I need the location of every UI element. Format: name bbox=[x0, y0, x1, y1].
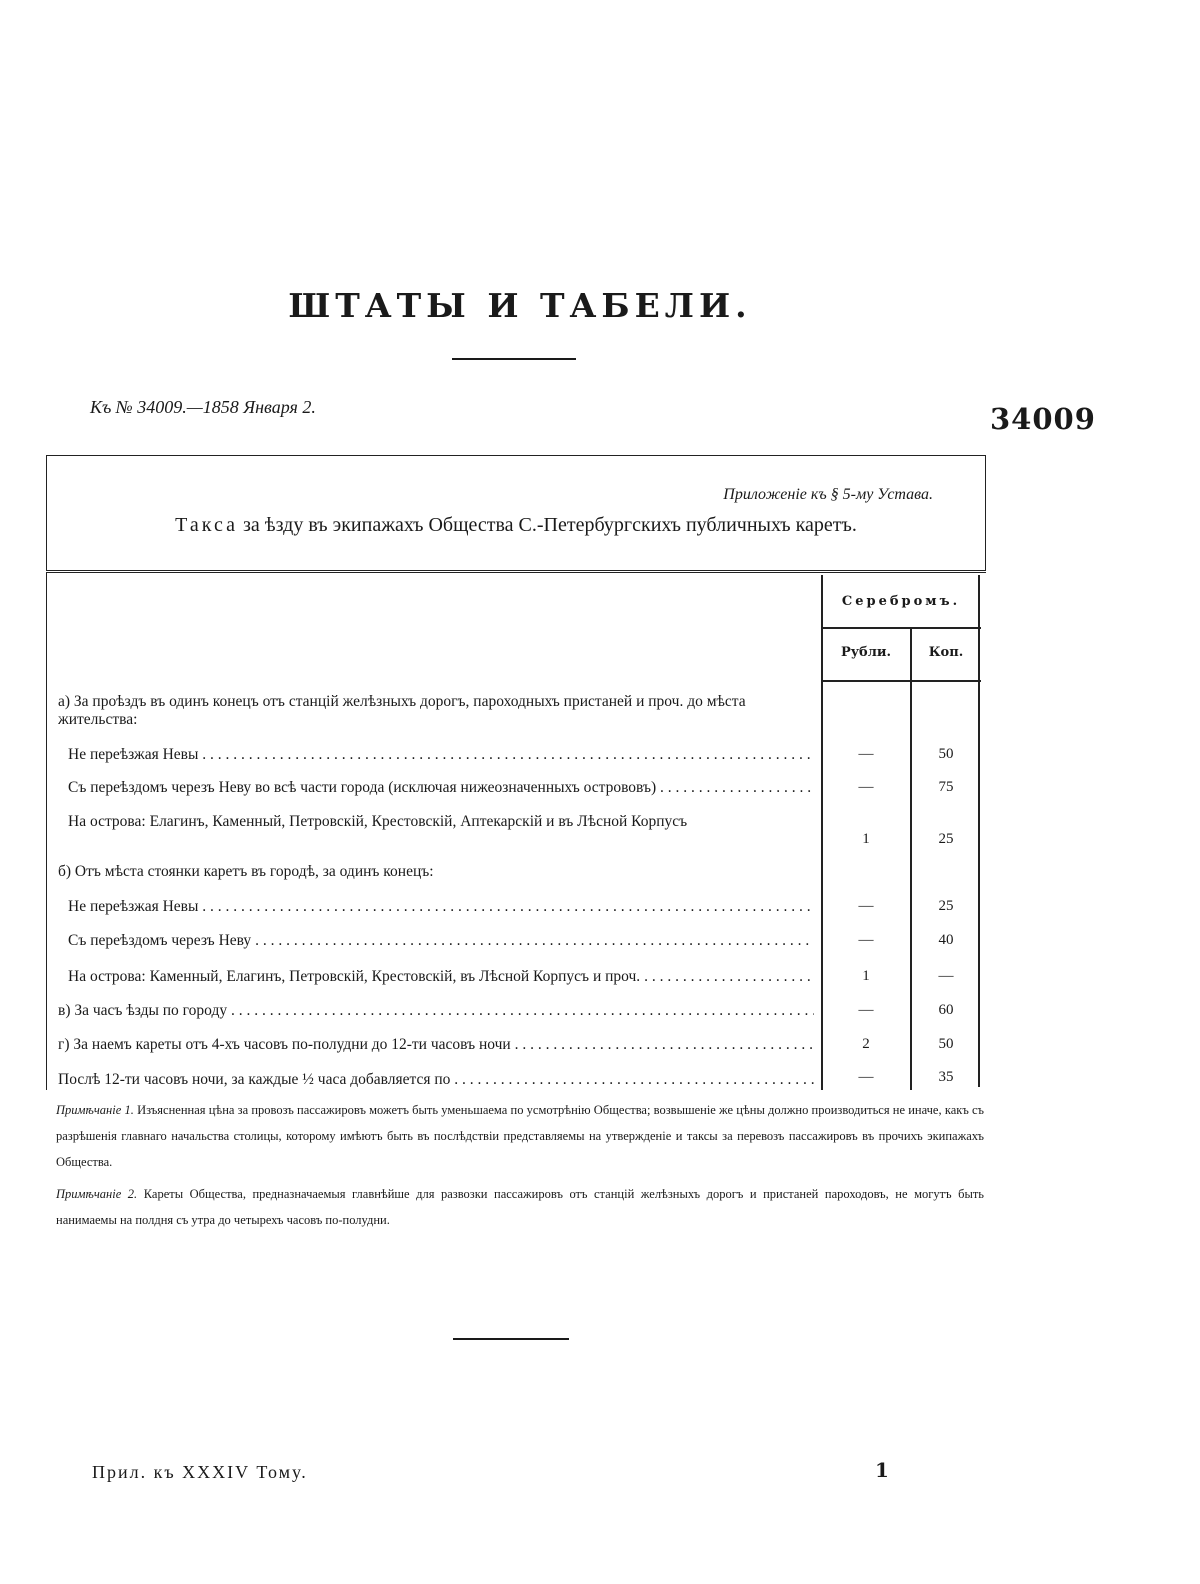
note-2-text: Кареты Общества, предназначаемыя главнѣйше для развозки пассажировъ отъ станцій желѣзныхъ дорогъ и пристаней пароходовъ, не могутъ быть нанимаемы на полдня съ утра до четырехъ часовъ по-полудни. bbox=[56, 1187, 984, 1227]
tariff-title-lead: Такса bbox=[175, 514, 238, 536]
tariff-header-box bbox=[46, 455, 986, 571]
table-row: Съ переѣздомъ черезъ Неву во всѣ части города (исключая нижеозначенныхъ острововъ) . . . bbox=[68, 779, 814, 797]
title-rule bbox=[452, 358, 576, 360]
table-row: На острова: Елагинъ, Каменный, Петровскій, Крестовскій, Аптекарскій и въ Лѣсной Корпусъ bbox=[68, 813, 688, 830]
row-kopecks: 40 bbox=[938, 932, 954, 948]
row-rubles: 1 bbox=[862, 831, 870, 847]
row-kopecks: 25 bbox=[938, 898, 954, 914]
note-1 bbox=[56, 1097, 984, 1175]
row-rubles: — bbox=[858, 779, 874, 795]
row-rubles: — bbox=[858, 898, 874, 914]
tariff-title bbox=[47, 514, 985, 537]
page-title: ШТАТЫ И ТАБЕЛИ. bbox=[288, 286, 752, 325]
row-rubles: 2 bbox=[862, 1036, 870, 1052]
table-row: б) Отъ мѣста стоянки каретъ въ городѣ, за одинъ конецъ: bbox=[58, 863, 434, 880]
column-kopecks: Коп. bbox=[928, 645, 964, 660]
tariff-title-rest: за ѣзду въ экипажахъ Общества С.-Петербургскихъ публичныхъ каретъ. bbox=[242, 514, 857, 536]
row-kopecks: 60 bbox=[938, 1002, 954, 1018]
appendix-reference: Приложеніе къ § 5-му Устава. bbox=[723, 486, 933, 503]
table-row: Съ переѣздомъ черезъ Неву . . . bbox=[68, 932, 814, 950]
table-row: Не переѣзжая Невы . . . bbox=[68, 746, 814, 764]
row-kopecks: 35 bbox=[938, 1069, 954, 1085]
table-row: Не переѣзжая Невы . . . bbox=[68, 898, 814, 916]
row-kopecks: — bbox=[938, 968, 954, 984]
table-row: а) За проѣздъ въ одинъ конецъ отъ станцій желѣзныхъ дорогъ, пароходныхъ пристаней и проч. до мѣста жительства: bbox=[58, 693, 746, 728]
column-rubles: Рубли. bbox=[840, 645, 892, 660]
document-number: 34009 bbox=[990, 402, 1096, 436]
note-2-lead: Примѣчаніе 2. bbox=[56, 1187, 138, 1201]
row-rubles: 1 bbox=[862, 968, 870, 984]
row-rubles: — bbox=[858, 1002, 874, 1018]
table-header-rule-1 bbox=[821, 627, 981, 629]
table-divider-kop bbox=[910, 628, 912, 1090]
note-1-lead: Примѣчаніе 1. bbox=[56, 1103, 134, 1117]
row-kopecks: 50 bbox=[938, 746, 954, 762]
row-kopecks: 25 bbox=[938, 831, 954, 847]
table-header-rule-2 bbox=[821, 680, 981, 682]
note-2 bbox=[56, 1181, 984, 1233]
table-row: Послѣ 12-ти часовъ ночи, за каждые ½ часа добавляется по . . . bbox=[58, 1071, 814, 1089]
row-kopecks: 50 bbox=[938, 1036, 954, 1052]
note-1-text: Изъясненная цѣна за провозъ пассажировъ можетъ быть уменьшаема по усмотрѣнію Общества; возвышеніе же цѣны должно производиться не иначе, какъ съ разрѣшенія главнаго начальства столицы, которому имѣютъ быть въ послѣдствіи представляемы на утвержденіе и таксы за перевозъ пассажировъ въ прочихъ экипажахъ Общества. bbox=[56, 1103, 985, 1169]
row-kopecks: 75 bbox=[938, 779, 954, 795]
footer-volume: Прил. къ XXXIV Тому. bbox=[92, 1462, 308, 1482]
table-row: в) За часъ ѣзды по городу . . . bbox=[58, 1002, 814, 1020]
row-rubles: — bbox=[858, 1069, 874, 1085]
table-row: На острова: Каменный, Елагинъ, Петровскій, Крестовскій, въ Лѣсной Корпусъ и проч. . . . bbox=[68, 968, 814, 986]
column-group-silver: Серебромъ. bbox=[841, 594, 961, 609]
row-rubles: — bbox=[858, 932, 874, 948]
table-row: г) За наемъ кареты отъ 4-хъ часовъ по-полудни до 12-ти часовъ ночи . . . bbox=[58, 1036, 814, 1054]
row-rubles: — bbox=[858, 746, 874, 762]
reference-line: Къ № 34009.—1858 Января 2. bbox=[90, 397, 316, 417]
closing-rule bbox=[453, 1338, 569, 1340]
page-number: 1 bbox=[875, 1458, 889, 1482]
